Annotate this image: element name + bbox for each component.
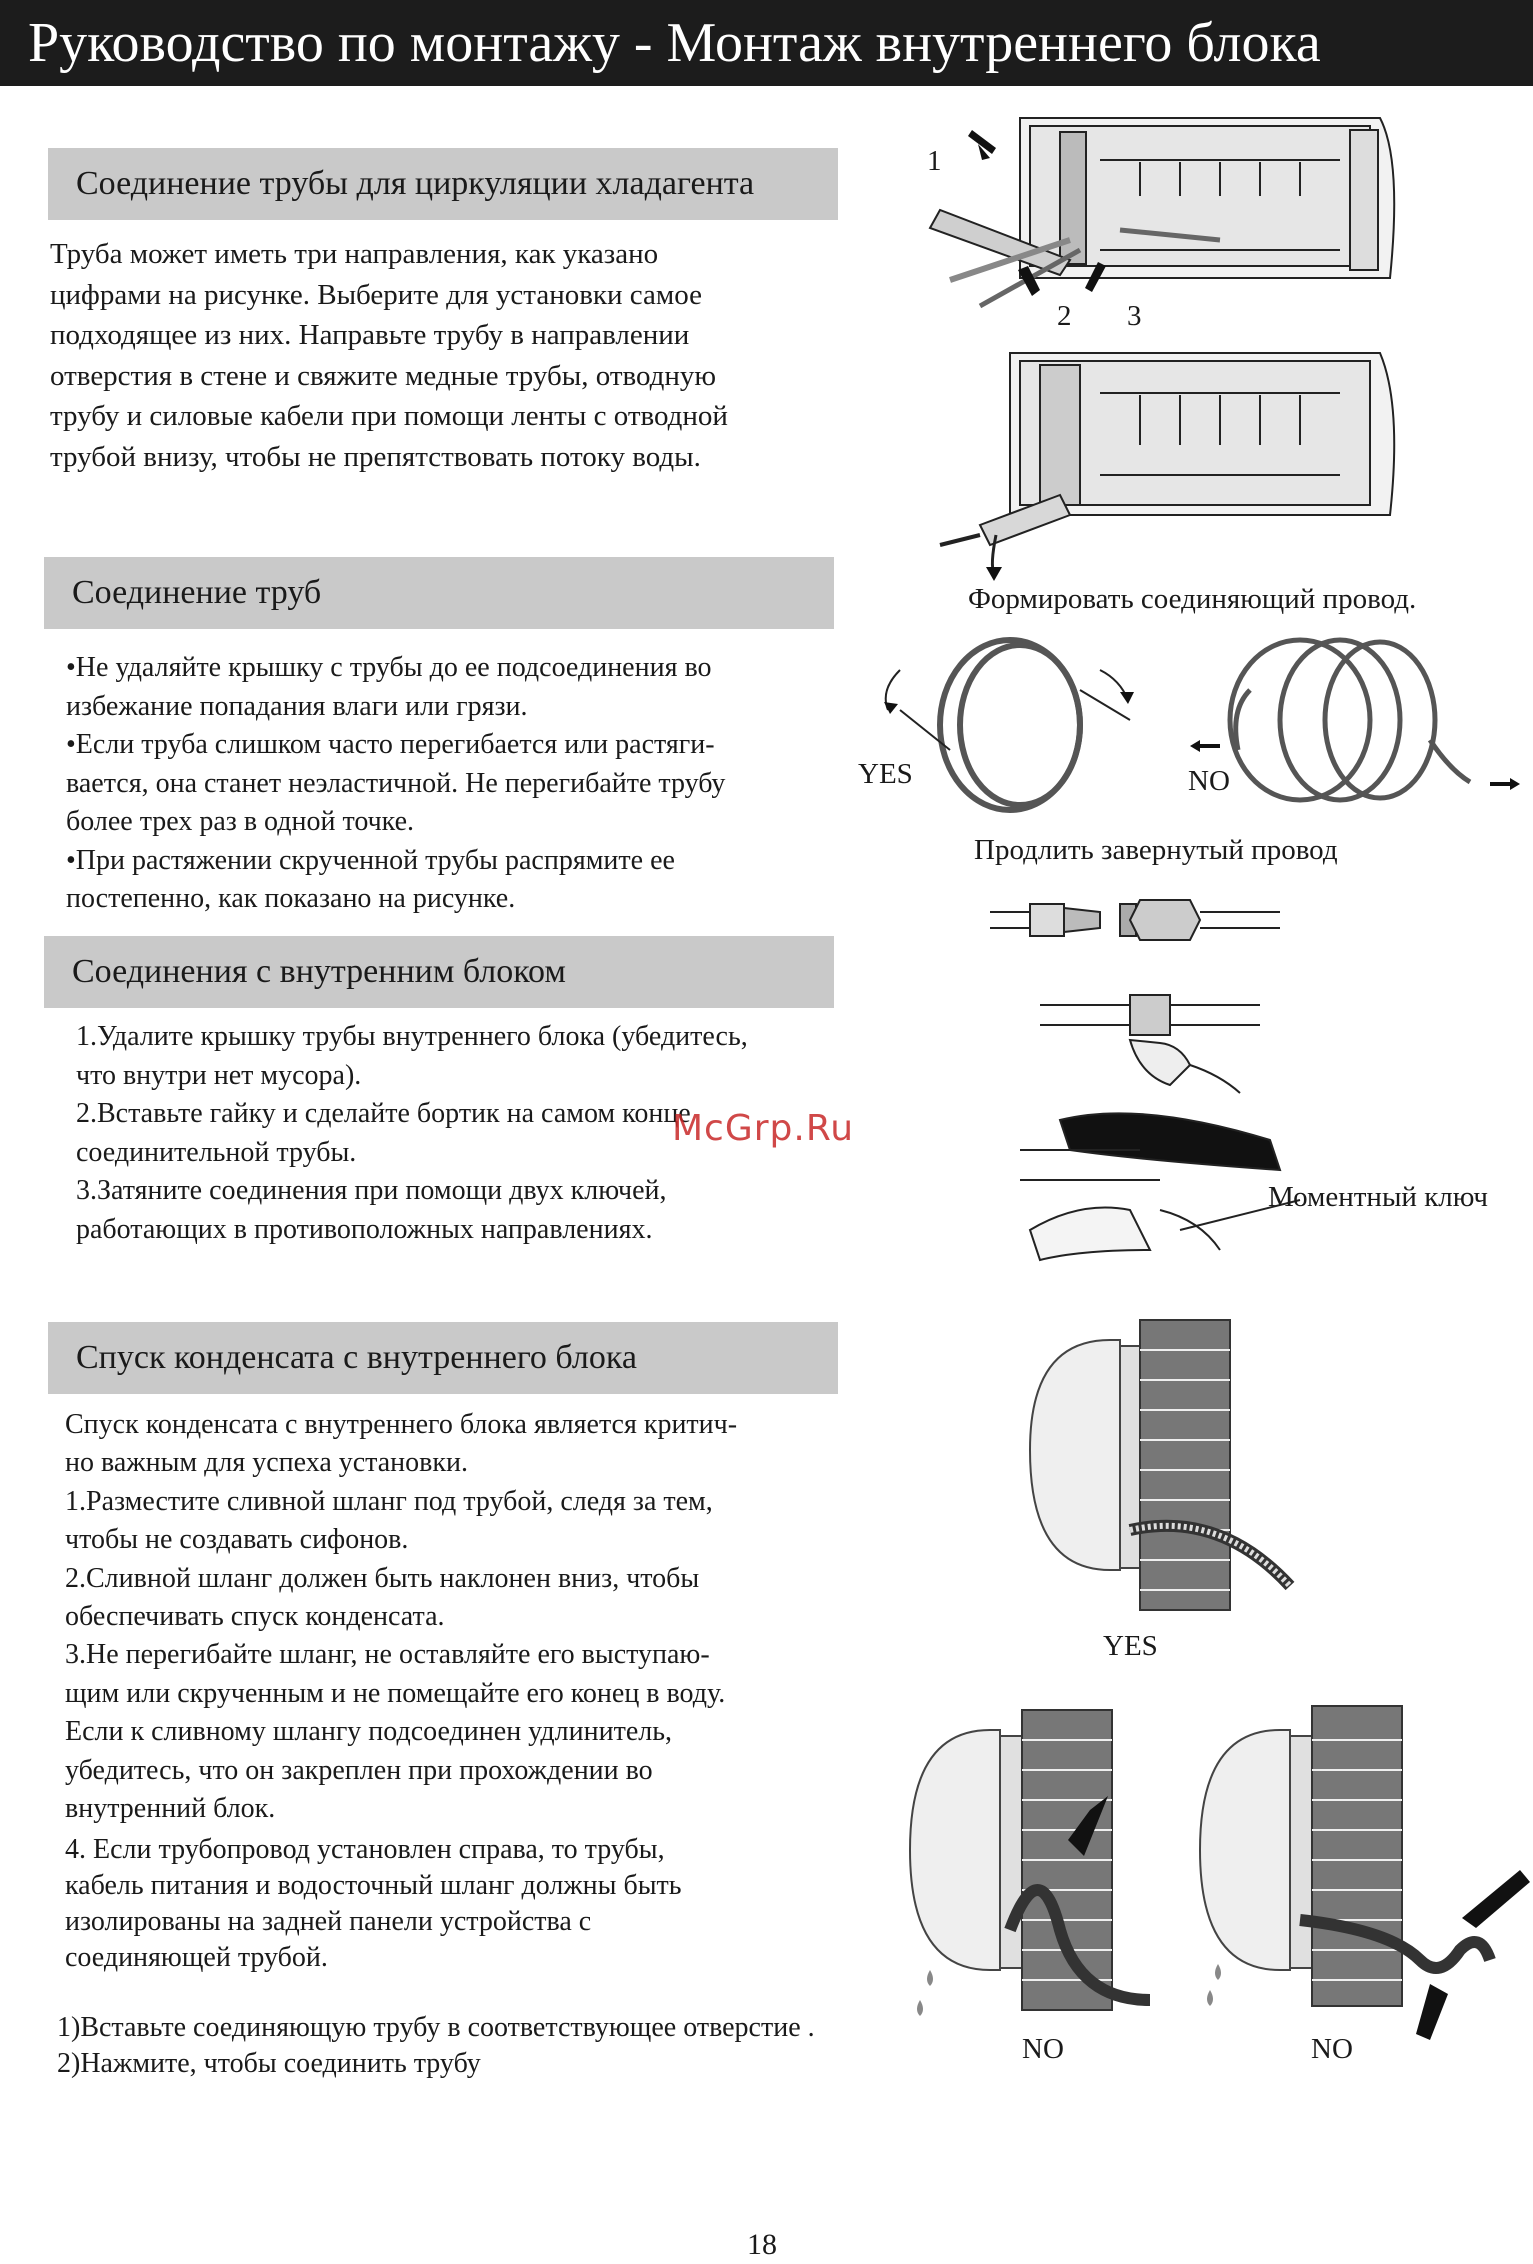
pipe-direction-number-1: 1 xyxy=(927,145,942,177)
title-bar xyxy=(0,0,1533,86)
drain-no-figure-1 xyxy=(900,1700,1180,2030)
torque-wrench-caption: Моментный ключ xyxy=(1268,1181,1488,1213)
text-line: чтобы не создавать сифонов. xyxy=(65,1524,409,1556)
step-line: 1)Вставьте соединяющую трубу в соответствующее отверстие . xyxy=(57,2012,815,2043)
section-heading-text: Спуск конденсата с внутреннего блока xyxy=(76,1339,637,1376)
section-heading-indoor-connection xyxy=(44,936,834,1008)
text-line: трубу и силовые кабели при помощи ленты с отводной xyxy=(50,400,728,432)
section-text-condensate xyxy=(65,1406,827,1828)
pipe-direction-number-3: 3 xyxy=(1127,300,1142,332)
text-line: постепенно, как показано на рисунке. xyxy=(66,883,516,914)
extend-wire-caption: Продлить завернутый провод xyxy=(974,834,1338,866)
text-line: 1.Удалите крышку трубы внутреннего блока (убедитесь, xyxy=(76,1021,748,1052)
form-wire-caption: Формировать соединяющий провод. xyxy=(968,583,1417,615)
text-line: отверстия в стене и свяжите медные трубы, отводную xyxy=(50,359,717,392)
text-line: подходящее из них. Направьте трубу в направлении xyxy=(50,319,690,351)
section-heading-text: Соединения с внутренним блоком xyxy=(72,953,566,990)
hand-tightening-figure xyxy=(1040,985,1280,1095)
text-line: вается, она станет неэластичной. Не перегибайте трубу xyxy=(66,767,726,799)
pipe-coil-yes-figure xyxy=(870,630,1150,820)
text-line: изолированы на задней панели устройства с xyxy=(65,1906,592,1937)
drain-no-figure-2 xyxy=(1190,1700,1530,2040)
text-line: 4. Если трубопровод установлен справа, то трубы, xyxy=(65,1834,665,1865)
indoor-unit-pipe-directions-figure xyxy=(920,110,1420,290)
section-steps xyxy=(57,2010,957,2082)
pipe-coil-no-figure xyxy=(1190,630,1520,810)
text-line: обеспечивать спуск конденсата. xyxy=(65,1601,445,1633)
text-line: Спуск конденсата с внутреннего блока является критич- xyxy=(65,1409,738,1440)
flare-nut-connection-figure xyxy=(990,890,1290,950)
text-line: но важным для успеха установки. xyxy=(65,1447,468,1479)
page-title: Руководство по монтажу - Монтаж внутреннего блока xyxy=(28,12,1321,74)
text-line: внутренний блок. xyxy=(65,1793,276,1825)
text-line: щим или скрученным и не помещайте его конец в воду. xyxy=(65,1677,726,1709)
text-line: соединительной трубы. xyxy=(76,1136,357,1168)
indoor-unit-bundled-pipe-figure xyxy=(920,345,1420,575)
text-line: кабель питания и водосточный шланг должны быть xyxy=(65,1870,682,1901)
section-text-condensate-right-pipe xyxy=(65,1832,845,1976)
section-heading-condensate xyxy=(48,1322,838,1394)
text-line: избежание попадания влаги или грязи. xyxy=(66,690,528,722)
text-line: 2.Вставьте гайку и сделайте бортик на самом конце xyxy=(76,1098,691,1129)
drain-no-label-2: NO xyxy=(1311,2033,1353,2065)
drain-yes-figure xyxy=(1020,1310,1300,1610)
text-line: Если к сливному шлангу подсоединен удлинитель, xyxy=(65,1716,672,1748)
yes-label: YES xyxy=(858,758,913,790)
text-line: Труба может иметь три направления, как указано xyxy=(50,238,659,270)
section-text-refrigerant xyxy=(50,234,850,477)
section-text-pipe-connection xyxy=(66,649,836,919)
step-line: 2)Нажмите, чтобы соединить трубу xyxy=(57,2048,481,2079)
text-line: цифрами на рисунке. Выберите для установки самое xyxy=(50,278,702,311)
no-label: NO xyxy=(1188,765,1230,797)
watermark: McGrp.Ru xyxy=(672,1108,855,1149)
section-heading-text: Соединение трубы для циркуляции хладагента xyxy=(76,165,755,202)
text-line: более трех раз в одной точке. xyxy=(66,806,415,837)
text-line: •Не удаляйте крышку с трубы до ее подсоединения во xyxy=(66,652,712,683)
text-line: •Если труба слишком часто перегибается или растяги- xyxy=(66,729,715,760)
text-line: 3.Не перегибайте шланг, не оставляйте его выступаю- xyxy=(65,1639,710,1671)
drain-yes-label: YES xyxy=(1103,1630,1158,1662)
drain-no-label-1: NO xyxy=(1022,2033,1064,2065)
text-line: работающих в противоположных направлениях. xyxy=(76,1213,653,1245)
text-line: 1.Разместите сливной шланг под трубой, следя за тем, xyxy=(65,1485,713,1517)
section-heading-pipe-connection xyxy=(44,557,834,629)
text-line: трубой внизу, чтобы не препятствовать потоку воды. xyxy=(50,440,701,473)
section-heading-refrigerant xyxy=(48,148,838,220)
text-line: убедитесь, что он закреплен при прохождении во xyxy=(65,1754,653,1786)
page-number: 18 xyxy=(747,2228,777,2261)
pipe-direction-number-2: 2 xyxy=(1057,300,1072,332)
text-line: •При растяжении скрученной трубы распрямите ее xyxy=(66,844,675,876)
text-line: 2.Сливной шланг должен быть наклонен вниз, чтобы xyxy=(65,1562,700,1594)
section-heading-text: Соединение труб xyxy=(72,574,322,611)
text-line: что внутри нет мусора). xyxy=(76,1059,362,1091)
text-line: соединяющей трубой. xyxy=(65,1942,328,1973)
text-line: 3.Затяните соединения при помощи двух ключей, xyxy=(76,1175,667,1206)
